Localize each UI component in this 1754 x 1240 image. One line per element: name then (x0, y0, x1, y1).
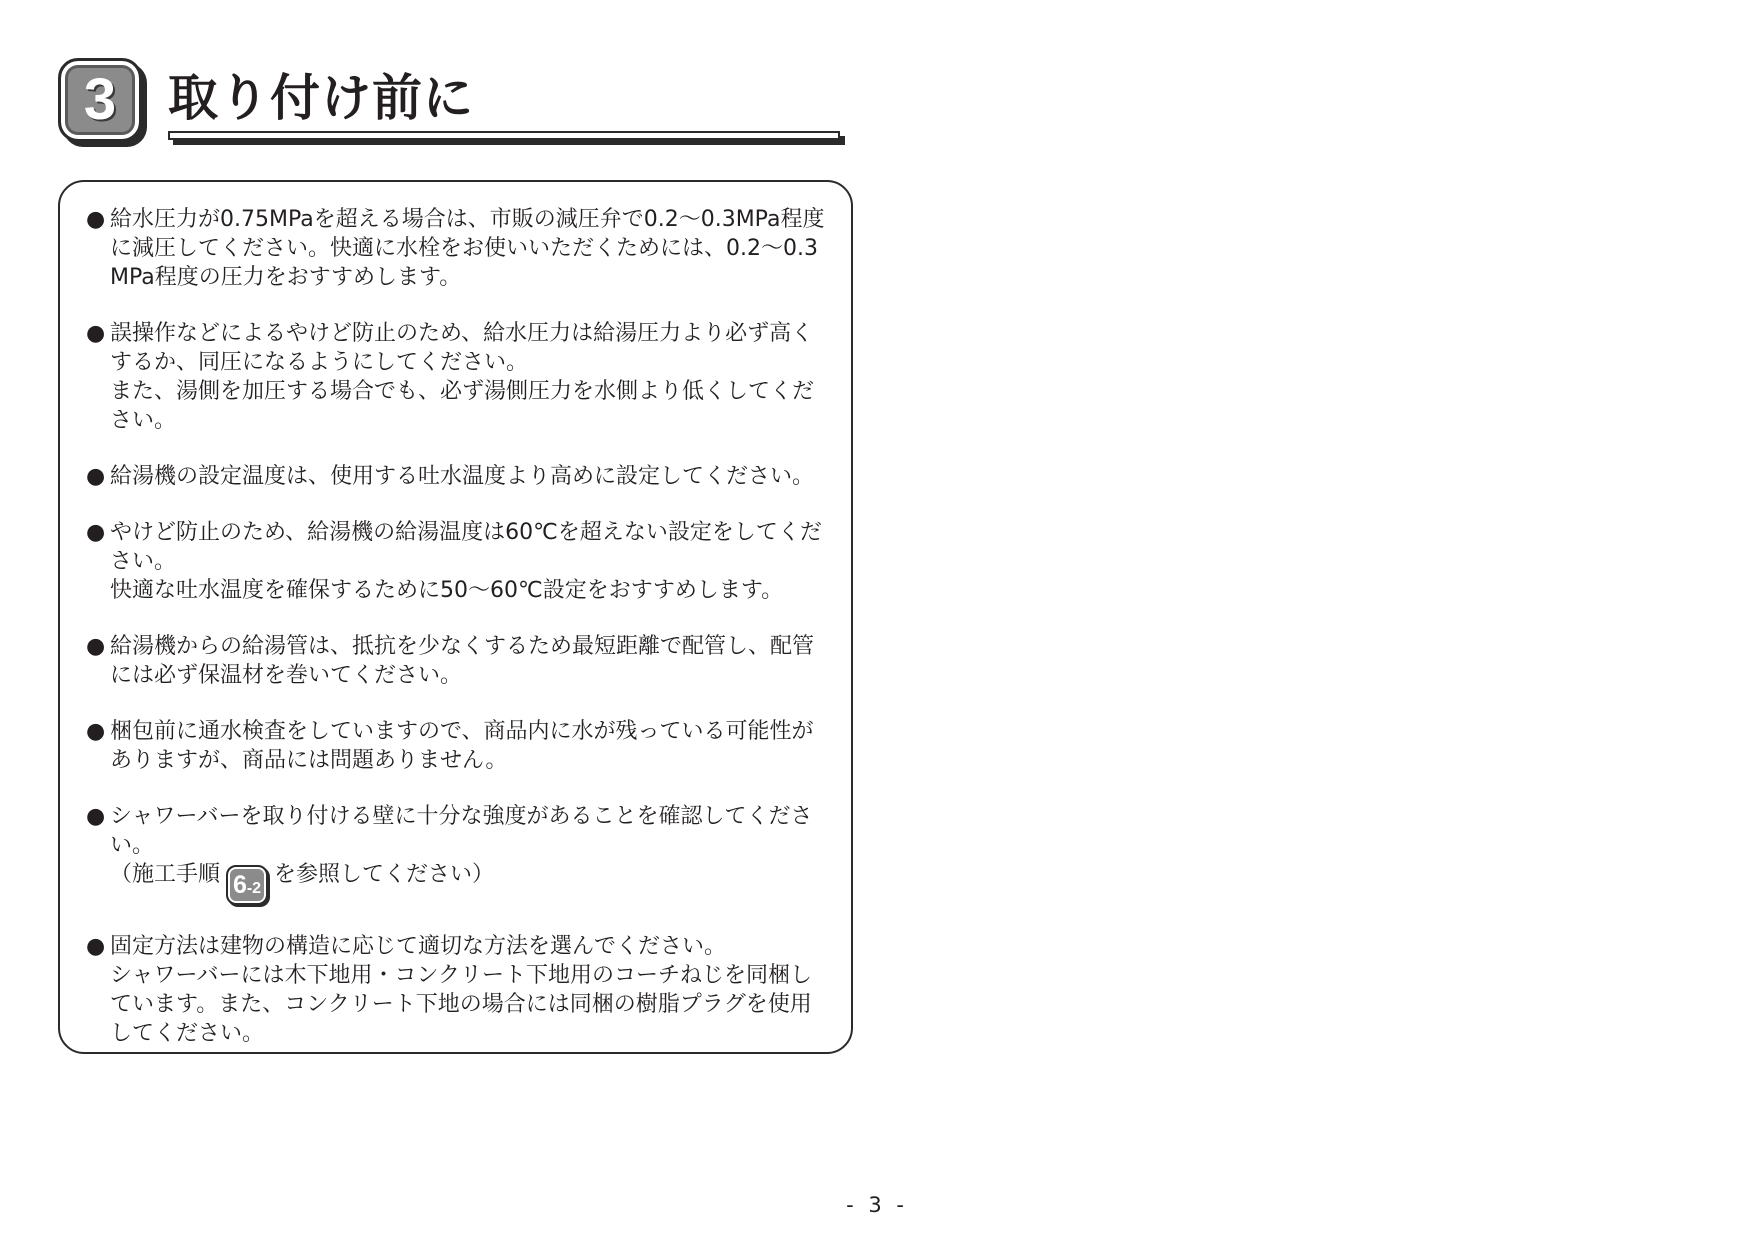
step-subnumber: -2 (246, 880, 262, 897)
bullet-icon: ● (86, 464, 106, 489)
note-heater-setting (86, 462, 831, 491)
bullet-icon: ● (86, 207, 106, 232)
note-text: 給湯機からの給湯管は、抵抗を少なくするため最短距離で配管し、配管には必ず保温材を巻いてください。 (110, 634, 815, 688)
note-text: 給湯機の設定温度は、使用する吐水温度より高めに設定してください。 (110, 464, 815, 489)
reference-text-before: （施工手順 (110, 862, 221, 887)
bullet-icon: ● (86, 934, 106, 959)
section-number: 3 (83, 67, 117, 132)
note-text: また、湯側を加圧する場合でも、必ず湯側圧力を水側より低くしてください。 (110, 379, 815, 433)
bullet-icon: ● (86, 634, 106, 659)
note-text: 誤操作などによるやけど防止のため、給水圧力は給湯圧力より必ず高くするか、同圧になるようにしてください。 (110, 321, 814, 375)
notes-panel (58, 180, 853, 1054)
note-text: シャワーバーには木下地用・コンクリート下地用のコーチねじを同梱しています。また、コンクリート下地の場合には同梱の樹脂プラグを使用してください。 (110, 963, 813, 1046)
note-water-pressure (86, 205, 831, 292)
step-reference-line (110, 860, 831, 905)
note-wall-strength (86, 802, 831, 905)
section-number-badge (58, 58, 142, 142)
bullet-icon: ● (86, 719, 106, 744)
note-heater-temperature (86, 518, 831, 605)
bullet-icon: ● (86, 321, 106, 346)
note-text: 給水圧力が0.75MPaを超える場合は、市販の減圧弁で0.2～0.3MPa程度に減圧してください。快適に水栓をお使いいただくためには、0.2～0.3MPa程度の圧力をおすすめします。 (110, 207, 825, 290)
step-6-2-badge (226, 865, 268, 905)
bullet-icon: ● (86, 804, 106, 829)
step-number: 6 (232, 871, 247, 899)
note-residual-water (86, 717, 831, 775)
title-underline (168, 131, 840, 140)
notes-list (60, 182, 851, 1048)
note-text: 固定方法は建物の構造に応じて適切な方法を選んでください。 (110, 934, 727, 959)
page-number: - 3 - (846, 1193, 908, 1217)
note-text: 快適な吐水温度を確保するために50～60℃設定をおすすめします。 (110, 578, 784, 603)
note-text: シャワーバーを取り付ける壁に十分な強度があることを確認してください。 (110, 804, 813, 858)
bullet-icon: ● (86, 520, 106, 545)
note-text: やけど防止のため、給湯機の給湯温度は60℃を超えない設定をしてください。 (110, 520, 822, 574)
note-hot-water-pipe (86, 632, 831, 690)
section-title: 取り付け前に (168, 69, 474, 127)
note-scald-prevention-pressure (86, 319, 831, 435)
note-text: 梱包前に通水検査をしていますので、商品内に水が残っている可能性がありますが、商品には問題ありません。 (110, 719, 814, 773)
note-fixing-method (86, 932, 831, 1048)
reference-text-after: を参照してください） (274, 862, 495, 887)
